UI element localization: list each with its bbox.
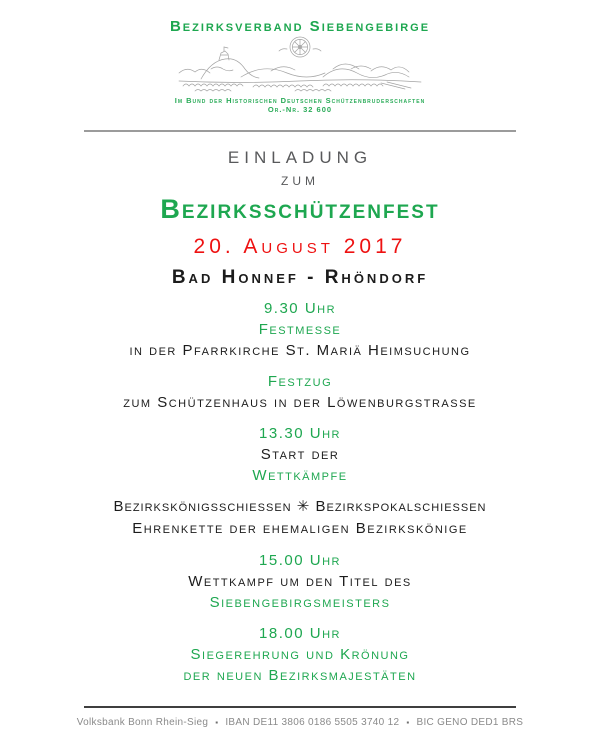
wheel-emblem-icon [279,37,321,57]
iban: IBAN DE11 3806 0186 5505 3740 12 [225,717,400,728]
header-artwork [175,35,425,93]
bic: BIC GENO DED1 BRS [416,717,524,728]
intro-sub: ZUM [281,174,319,188]
event-date: 20. August 2017 [193,235,407,258]
footer-divider [84,706,516,708]
schedule-event: Festmesse [258,321,342,338]
event-location: Bad Honnef - Rhöndorf [171,267,429,288]
top-divider [84,130,516,132]
schedule-detail: in der Pfarrkirche St. Mariä Heimsuchung [129,342,471,359]
schedule-time: 13.30 Uhr [259,425,341,442]
schedule-line: Bezirkskönigsschiessen ✳ Bezirkspokalschiessen [113,498,487,515]
square-separator-icon: ▪ [406,718,410,727]
siebengebirge-landscape-sketch [175,35,425,93]
membership-line: Im Bund der Historischen Deutschen Schützenbruderschaften [174,96,426,105]
event-title: Bezirksschützenfest [160,194,440,224]
schedule-block-parade [0,371,600,413]
schedule-block-title-match [0,550,600,613]
intro-line: EINLADUNG [227,148,373,167]
schedule-event: Siebengebirgsmeisters [209,594,391,611]
schedule-lead: Start der [260,446,340,463]
bank-details [0,717,600,729]
schedule-time: 9.30 Uhr [263,300,337,317]
schedule-lead: Wettkampf um den Titel des [188,573,412,590]
schedule-block-mass [0,298,600,361]
registry-line: Or.-Nr. 32 600 [267,105,333,114]
schedule-event: Wettkämpfe [252,467,348,484]
square-separator-icon: ▪ [215,718,219,727]
bank-name: Volksbank Bonn Rhein-Sieg [76,717,209,728]
schedule-block-shooting [0,496,600,540]
schedule-time: 15.00 Uhr [259,552,341,569]
schedule-detail: zum Schützenhaus in der Löwenburgstrasse [123,394,477,411]
schedule-block-competitions [0,423,600,486]
schedule-line: Ehrenkette der ehemaligen Bezirkskönige [132,520,468,537]
schedule-line: Siegerehrung und Krönung [190,646,410,663]
schedule-line: der neuen Bezirksmajestäten [183,667,417,684]
schedule-block-ceremony [0,623,600,686]
schedule-event: Festzug [267,373,333,390]
org-title: Bezirksverband Siebengebirge [169,18,431,35]
schedule-time: 18.00 Uhr [259,625,341,642]
